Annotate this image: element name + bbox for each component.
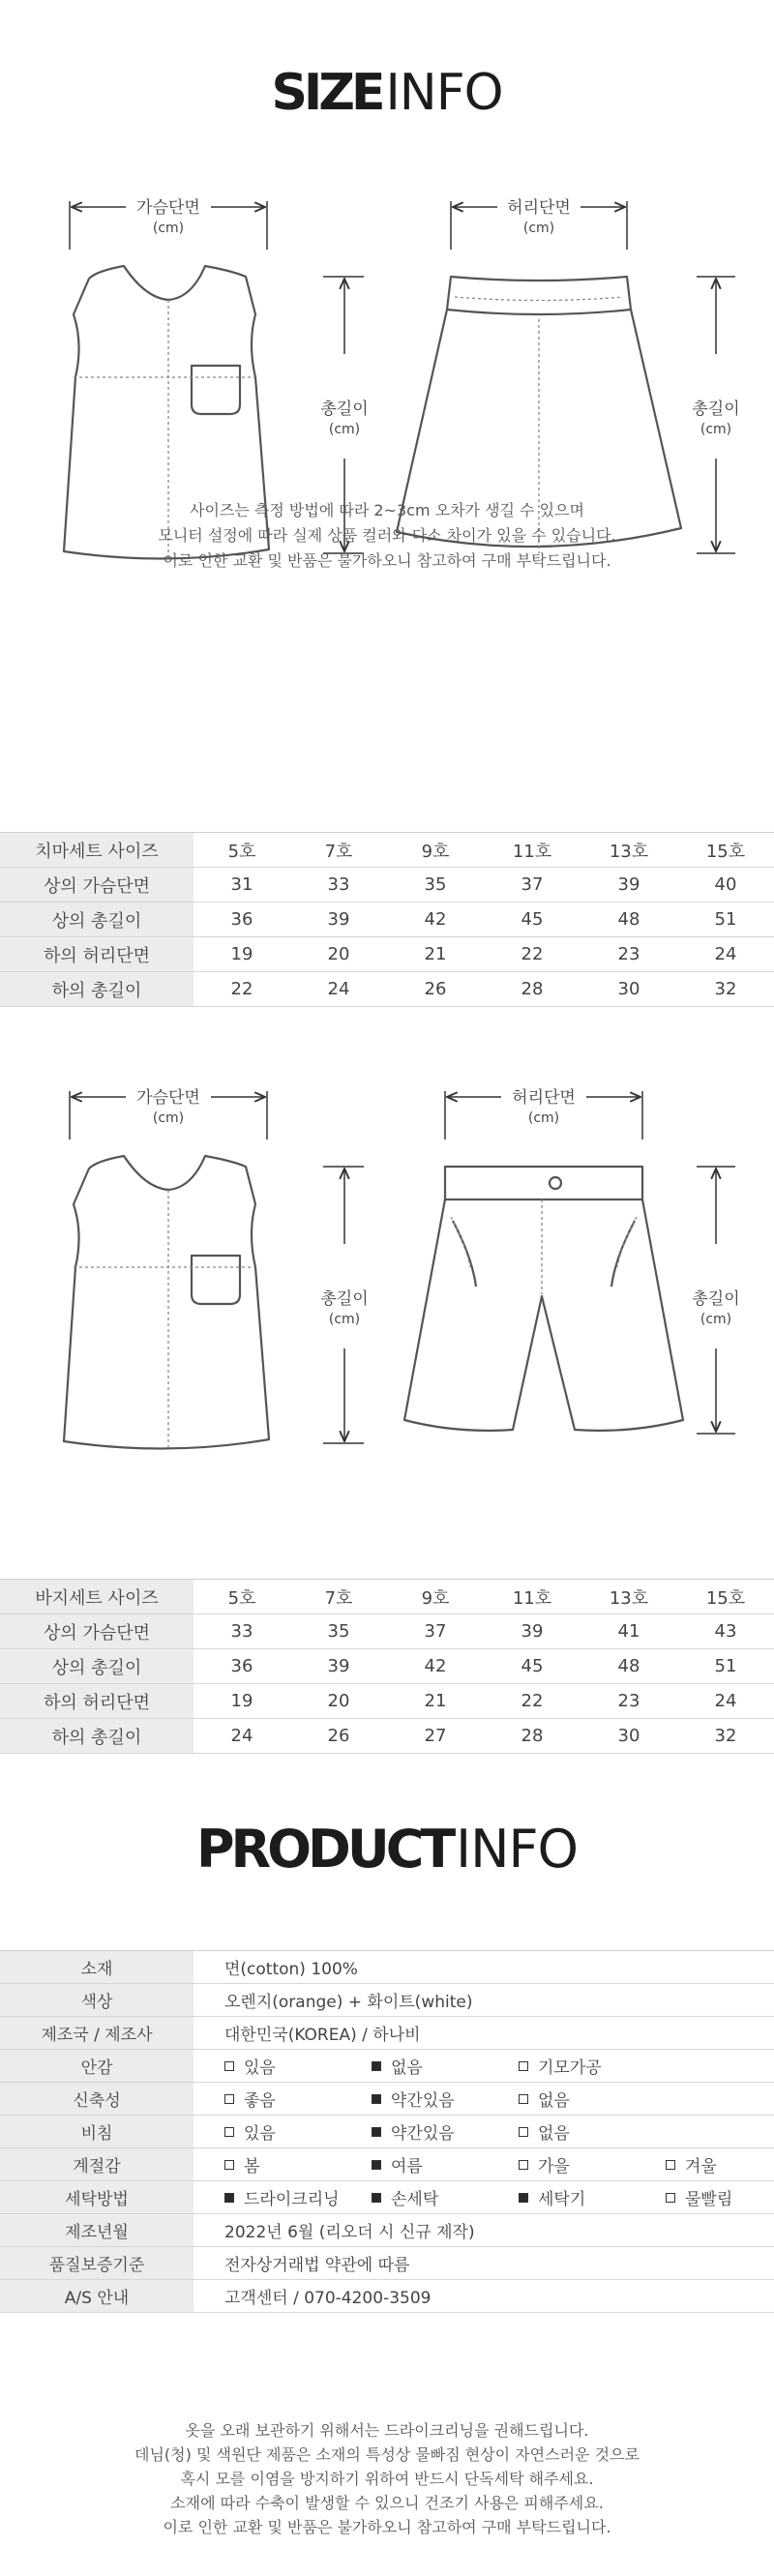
option-label: 약간있음 — [391, 2091, 455, 2111]
table-cell: 24 — [290, 972, 387, 1007]
pants-length-unit: (cm) — [700, 1312, 732, 1327]
table-cell: 19 — [194, 937, 290, 972]
option-label: 봄 — [244, 2157, 260, 2176]
table-cell: 하의 허리단면 — [0, 1684, 194, 1719]
product-info-heading — [0, 1819, 774, 1880]
table-cell: 28 — [484, 1719, 580, 1754]
top-garment-drawing — [64, 1156, 269, 1449]
table-cell: 39 — [580, 868, 677, 903]
option-label: 없음 — [391, 2058, 423, 2078]
table-header-cell: 7호 — [290, 833, 387, 868]
info-row-lining — [0, 2050, 774, 2083]
pants-length-label: 총길이 — [692, 1289, 740, 1309]
size-info-heading — [0, 64, 774, 122]
info-row-made — [0, 2214, 774, 2247]
option-label: 물빨림 — [685, 2190, 733, 2209]
table-cell: 19 — [194, 1684, 290, 1719]
table-cell: 22 — [194, 972, 290, 1007]
table-cell: 하의 총길이 — [0, 1719, 194, 1754]
table-cell: 42 — [387, 903, 484, 937]
info-value: 고객센터 / 070-4200-3509 — [194, 2280, 774, 2313]
option-label: 겨울 — [685, 2157, 717, 2176]
checkbox-icon — [372, 2193, 381, 2203]
care-notice-line: 이로 인한 교환 및 반품은 불가하오니 참고하여 구매 부탁드립니다. — [163, 2518, 611, 2536]
info-label: 비침 — [0, 2116, 194, 2148]
table-row — [0, 868, 774, 903]
info-row-color — [0, 1984, 774, 2017]
table-cell: 39 — [290, 903, 387, 937]
info-label: 제조국 / 제조사 — [0, 2017, 194, 2050]
table-cell: 26 — [290, 1719, 387, 1754]
info-options — [194, 2050, 774, 2083]
table-cell: 20 — [290, 1684, 387, 1719]
table-cell: 32 — [677, 972, 774, 1007]
info-value: 2022년 6월 (리오더 시 신규 제작) — [194, 2214, 774, 2247]
checkbox-icon — [519, 2127, 528, 2137]
info-row-origin — [0, 2017, 774, 2050]
size-info-heading-bold: SIZE — [271, 64, 382, 122]
table-row — [0, 972, 774, 1007]
table-cell: 23 — [580, 1684, 677, 1719]
option-label: 손세탁 — [391, 2190, 439, 2209]
option-label: 세탁기 — [538, 2190, 586, 2209]
table-cell: 21 — [387, 937, 484, 972]
option-item — [372, 2152, 519, 2176]
table-cell: 상의 총길이 — [0, 1649, 194, 1684]
product-info-table — [0, 1950, 774, 2313]
checkbox-icon — [224, 2061, 234, 2071]
table-row — [0, 1684, 774, 1719]
info-row-as — [0, 2280, 774, 2313]
table-row — [0, 903, 774, 937]
table-header-cell: 9호 — [387, 1580, 484, 1614]
info-row-washing — [0, 2181, 774, 2214]
table-cell: 42 — [387, 1649, 484, 1684]
option-item — [519, 2054, 602, 2078]
table-cell: 상의 가슴단면 — [0, 1614, 194, 1649]
table-header-cell: 5호 — [194, 1580, 290, 1614]
table-cell: 36 — [194, 903, 290, 937]
info-options — [194, 2116, 774, 2148]
skirt-set-size-table — [0, 832, 774, 1007]
chest-width-label: 가슴단면 — [136, 198, 200, 218]
info-row-stretch — [0, 2083, 774, 2116]
option-label: 기모가공 — [538, 2058, 602, 2078]
pants-set-diagram — [0, 1074, 774, 1480]
info-row-sheer — [0, 2116, 774, 2148]
info-options — [194, 2083, 774, 2116]
chest-width-unit: (cm) — [152, 1110, 185, 1126]
info-label: 안감 — [0, 2050, 194, 2083]
size-notice-line: 모니터 설정에 따라 실제 상품 컬러와 다소 차이가 있을 수 있습니다. — [158, 526, 616, 545]
checkbox-icon — [372, 2094, 381, 2104]
table-row — [0, 937, 774, 972]
care-notice-line: 소재에 따라 수축이 발생할 수 있으니 건조기 사용은 피해주세요. — [170, 2494, 604, 2512]
info-label: 계절감 — [0, 2148, 194, 2181]
table-cell: 23 — [580, 937, 677, 972]
option-item — [519, 2185, 666, 2209]
info-row-warranty — [0, 2247, 774, 2280]
checkbox-icon — [519, 2193, 528, 2203]
table-cell: 39 — [290, 1649, 387, 1684]
table-cell: 33 — [194, 1614, 290, 1649]
chest-width-label: 가슴단면 — [136, 1088, 200, 1108]
care-notice-line: 데님(청) 및 색원단 제품은 소재의 특성상 물빠짐 현상이 자연스러운 것으로 — [134, 2445, 640, 2464]
product-info-heading-bold: PRODUCT — [195, 1819, 453, 1880]
table-cell: 48 — [580, 903, 677, 937]
option-item — [519, 2119, 570, 2144]
option-label: 없음 — [538, 2091, 570, 2111]
table-header-cell: 치마세트 사이즈 — [0, 833, 194, 868]
option-item — [372, 2087, 519, 2111]
option-label: 가을 — [538, 2157, 570, 2176]
table-header-row — [0, 1580, 774, 1614]
skirt-length-unit: (cm) — [700, 422, 732, 437]
table-cell: 24 — [677, 937, 774, 972]
option-item — [666, 2185, 732, 2209]
option-item — [519, 2087, 570, 2111]
checkbox-icon — [666, 2160, 675, 2170]
table-cell: 22 — [484, 937, 580, 972]
table-cell: 37 — [484, 868, 580, 903]
table-cell: 39 — [484, 1614, 580, 1649]
option-label: 있음 — [244, 2124, 276, 2144]
checkbox-icon — [224, 2160, 234, 2170]
table-cell: 32 — [677, 1719, 774, 1754]
product-info-heading-light: INFO — [456, 1819, 579, 1880]
info-options — [194, 2181, 774, 2214]
option-label: 여름 — [391, 2157, 423, 2176]
table-cell: 21 — [387, 1684, 484, 1719]
checkbox-icon — [224, 2094, 234, 2104]
table-cell: 51 — [677, 903, 774, 937]
table-cell: 45 — [484, 903, 580, 937]
option-label: 없음 — [538, 2124, 570, 2144]
checkbox-icon — [372, 2160, 381, 2170]
option-label: 있음 — [244, 2058, 276, 2078]
size-notice-line: 사이즈는 측정 방법에 따라 2~3cm 오차가 생길 수 있으며 — [190, 501, 584, 519]
checkbox-icon — [519, 2094, 528, 2104]
info-value: 면(cotton) 100% — [194, 1951, 774, 1984]
skirt-length-label: 총길이 — [692, 400, 740, 419]
info-options — [194, 2148, 774, 2181]
checkbox-icon — [224, 2127, 234, 2137]
checkbox-icon — [519, 2061, 528, 2071]
care-notice-line: 혹시 모를 이염을 방지하기 위하여 반드시 단독세탁 해주세요. — [180, 2470, 594, 2488]
table-header-cell: 5호 — [194, 833, 290, 868]
info-label: 색상 — [0, 1984, 194, 2017]
table-header-cell: 11호 — [484, 1580, 580, 1614]
size-notice-line: 이로 인한 교환 및 반품은 불가하오니 참고하여 구매 부탁드립니다. — [163, 551, 611, 570]
option-item — [224, 2087, 372, 2111]
table-cell: 41 — [580, 1614, 677, 1649]
table-cell: 24 — [194, 1719, 290, 1754]
size-info-heading-light: INFO — [385, 64, 503, 122]
info-value: 전자상거래법 약관에 따름 — [194, 2247, 774, 2280]
table-cell: 43 — [677, 1614, 774, 1649]
table-cell: 24 — [677, 1684, 774, 1719]
info-label: 신축성 — [0, 2083, 194, 2116]
care-notice — [0, 2418, 774, 2539]
info-value: 오렌지(orange) + 화이트(white) — [194, 1984, 774, 2017]
pants-waist-label: 허리단면 — [512, 1088, 576, 1108]
option-item — [372, 2054, 519, 2078]
option-item — [224, 2152, 372, 2176]
table-cell: 45 — [484, 1649, 580, 1684]
table-cell: 20 — [290, 937, 387, 972]
option-label: 약간있음 — [391, 2124, 455, 2144]
table-cell: 26 — [387, 972, 484, 1007]
table-cell: 35 — [387, 868, 484, 903]
table-row — [0, 1719, 774, 1754]
table-header-cell: 11호 — [484, 833, 580, 868]
option-item — [372, 2185, 519, 2209]
info-row-material — [0, 1951, 774, 1984]
table-row — [0, 1614, 774, 1649]
table-cell: 22 — [484, 1684, 580, 1719]
table-header-cell: 15호 — [677, 833, 774, 868]
table-header-cell: 바지세트 사이즈 — [0, 1580, 194, 1614]
info-label: A/S 안내 — [0, 2280, 194, 2313]
table-cell: 36 — [194, 1649, 290, 1684]
table-cell: 37 — [387, 1614, 484, 1649]
option-item — [224, 2185, 372, 2209]
skirt-waist-label: 허리단면 — [507, 198, 571, 218]
info-label: 소재 — [0, 1951, 194, 1984]
top-length-unit: (cm) — [328, 1312, 361, 1327]
info-row-season — [0, 2148, 774, 2181]
table-header-cell: 13호 — [580, 1580, 677, 1614]
table-cell: 하의 총길이 — [0, 972, 194, 1007]
checkbox-icon — [372, 2127, 381, 2137]
table-cell: 상의 총길이 — [0, 903, 194, 937]
option-item — [519, 2152, 666, 2176]
table-cell: 35 — [290, 1614, 387, 1649]
info-value: 대한민국(KOREA) / 하나비 — [194, 2017, 774, 2050]
table-cell: 30 — [580, 972, 677, 1007]
table-cell: 27 — [387, 1719, 484, 1754]
checkbox-icon — [372, 2061, 381, 2071]
checkbox-icon — [519, 2160, 528, 2170]
shorts-guide-lines — [451, 1199, 637, 1294]
table-header-cell: 7호 — [290, 1580, 387, 1614]
option-item — [224, 2119, 372, 2144]
table-cell: 상의 가슴단면 — [0, 868, 194, 903]
table-header-cell: 13호 — [580, 833, 677, 868]
skirt-waist-unit: (cm) — [522, 221, 555, 236]
table-cell: 28 — [484, 972, 580, 1007]
top-length-label: 총길이 — [320, 400, 369, 419]
table-header-cell: 9호 — [387, 833, 484, 868]
pants-set-size-table — [0, 1579, 774, 1754]
table-cell: 33 — [290, 868, 387, 903]
option-label: 드라이크리닝 — [244, 2190, 340, 2209]
table-cell: 31 — [194, 868, 290, 903]
checkbox-icon — [224, 2193, 234, 2203]
option-label: 좋음 — [244, 2091, 276, 2111]
option-item — [372, 2119, 519, 2144]
shorts-drawing — [404, 1167, 683, 1431]
option-item — [224, 2054, 372, 2078]
option-item — [666, 2152, 717, 2176]
size-notice — [0, 498, 774, 574]
table-header-cell: 15호 — [677, 1580, 774, 1614]
table-header-row — [0, 833, 774, 868]
checkbox-icon — [666, 2193, 675, 2203]
table-cell: 48 — [580, 1649, 677, 1684]
care-notice-line: 옷을 오래 보관하기 위해서는 드라이크리닝을 권해드립니다. — [185, 2421, 589, 2440]
table-row — [0, 1649, 774, 1684]
chest-width-unit: (cm) — [152, 221, 185, 236]
top-length-unit: (cm) — [328, 422, 361, 437]
pants-waist-unit: (cm) — [527, 1110, 560, 1126]
info-label: 제조년월 — [0, 2214, 194, 2247]
top-length-label: 총길이 — [320, 1289, 369, 1309]
table-cell: 하의 허리단면 — [0, 937, 194, 972]
info-label: 품질보증기준 — [0, 2247, 194, 2280]
table-cell: 30 — [580, 1719, 677, 1754]
table-cell: 40 — [677, 868, 774, 903]
top-guide-lines — [74, 1190, 255, 1447]
table-cell: 51 — [677, 1649, 774, 1684]
info-label: 세탁방법 — [0, 2181, 194, 2214]
